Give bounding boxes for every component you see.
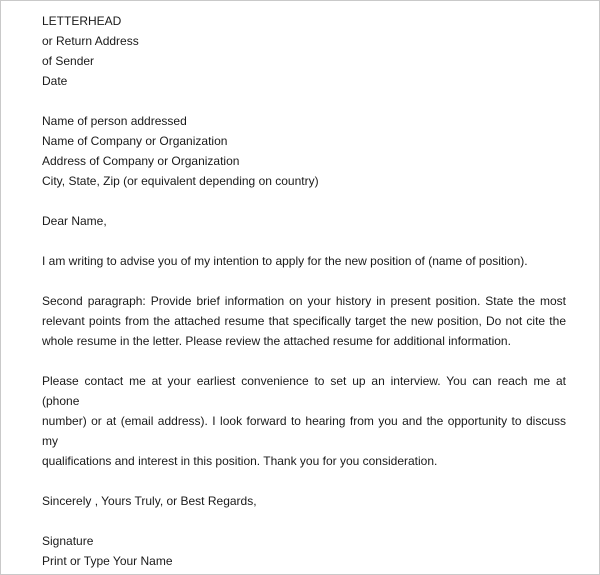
paragraph-intro: I am writing to advise you of my intention to apply for the new position of (name of position).: [42, 254, 528, 268]
return-address-line: or Return Address: [42, 34, 139, 48]
recipient-address: Address of Company or Organization: [42, 154, 240, 168]
spacer: [42, 351, 566, 371]
paragraph-history-line: Second paragraph: Provide brief information on your history in present position. State the most: [42, 294, 566, 308]
paragraph-contact-line: qualifications and interest in this position. Thank you for you consideration.: [42, 454, 438, 468]
print-name: Print or Type Your Name: [42, 554, 173, 568]
letter-body: [42, 11, 566, 571]
signature: Signature: [42, 534, 94, 548]
paragraph-contact-line: number) or at (email address). I look forward to hearing from you and the opportunity to discuss my: [42, 414, 566, 448]
paragraph-contact: [42, 371, 566, 471]
paragraph-history-line: whole resume in the letter. Please review the attached resume for additional information.: [42, 334, 511, 348]
paragraph-history: [42, 291, 566, 351]
paragraph-history-line: relevant points from the attached resume that specifically target the new position, Do not cite the: [42, 314, 566, 328]
spacer: [42, 511, 566, 531]
spacer: [42, 471, 566, 491]
sender-line: of Sender: [42, 54, 95, 68]
spacer: [42, 231, 566, 251]
salutation: Dear Name,: [42, 214, 107, 228]
letterhead-line: LETTERHEAD: [42, 14, 122, 28]
paragraph-contact-line: Please contact me at your earliest convenience to set up an interview. You can reach me at (phone: [42, 374, 566, 408]
spacer: [42, 271, 566, 291]
spacer: [42, 191, 566, 211]
recipient-block: [42, 111, 566, 191]
spacer: [42, 91, 566, 111]
sender-block: [42, 11, 566, 91]
recipient-city: City, State, Zip (or equivalent depending on country): [42, 174, 319, 188]
date-line: Date: [42, 74, 68, 88]
recipient-name: Name of person addressed: [42, 114, 187, 128]
recipient-company: Name of Company or Organization: [42, 134, 228, 148]
closing: Sincerely , Yours Truly, or Best Regards,: [42, 494, 257, 508]
